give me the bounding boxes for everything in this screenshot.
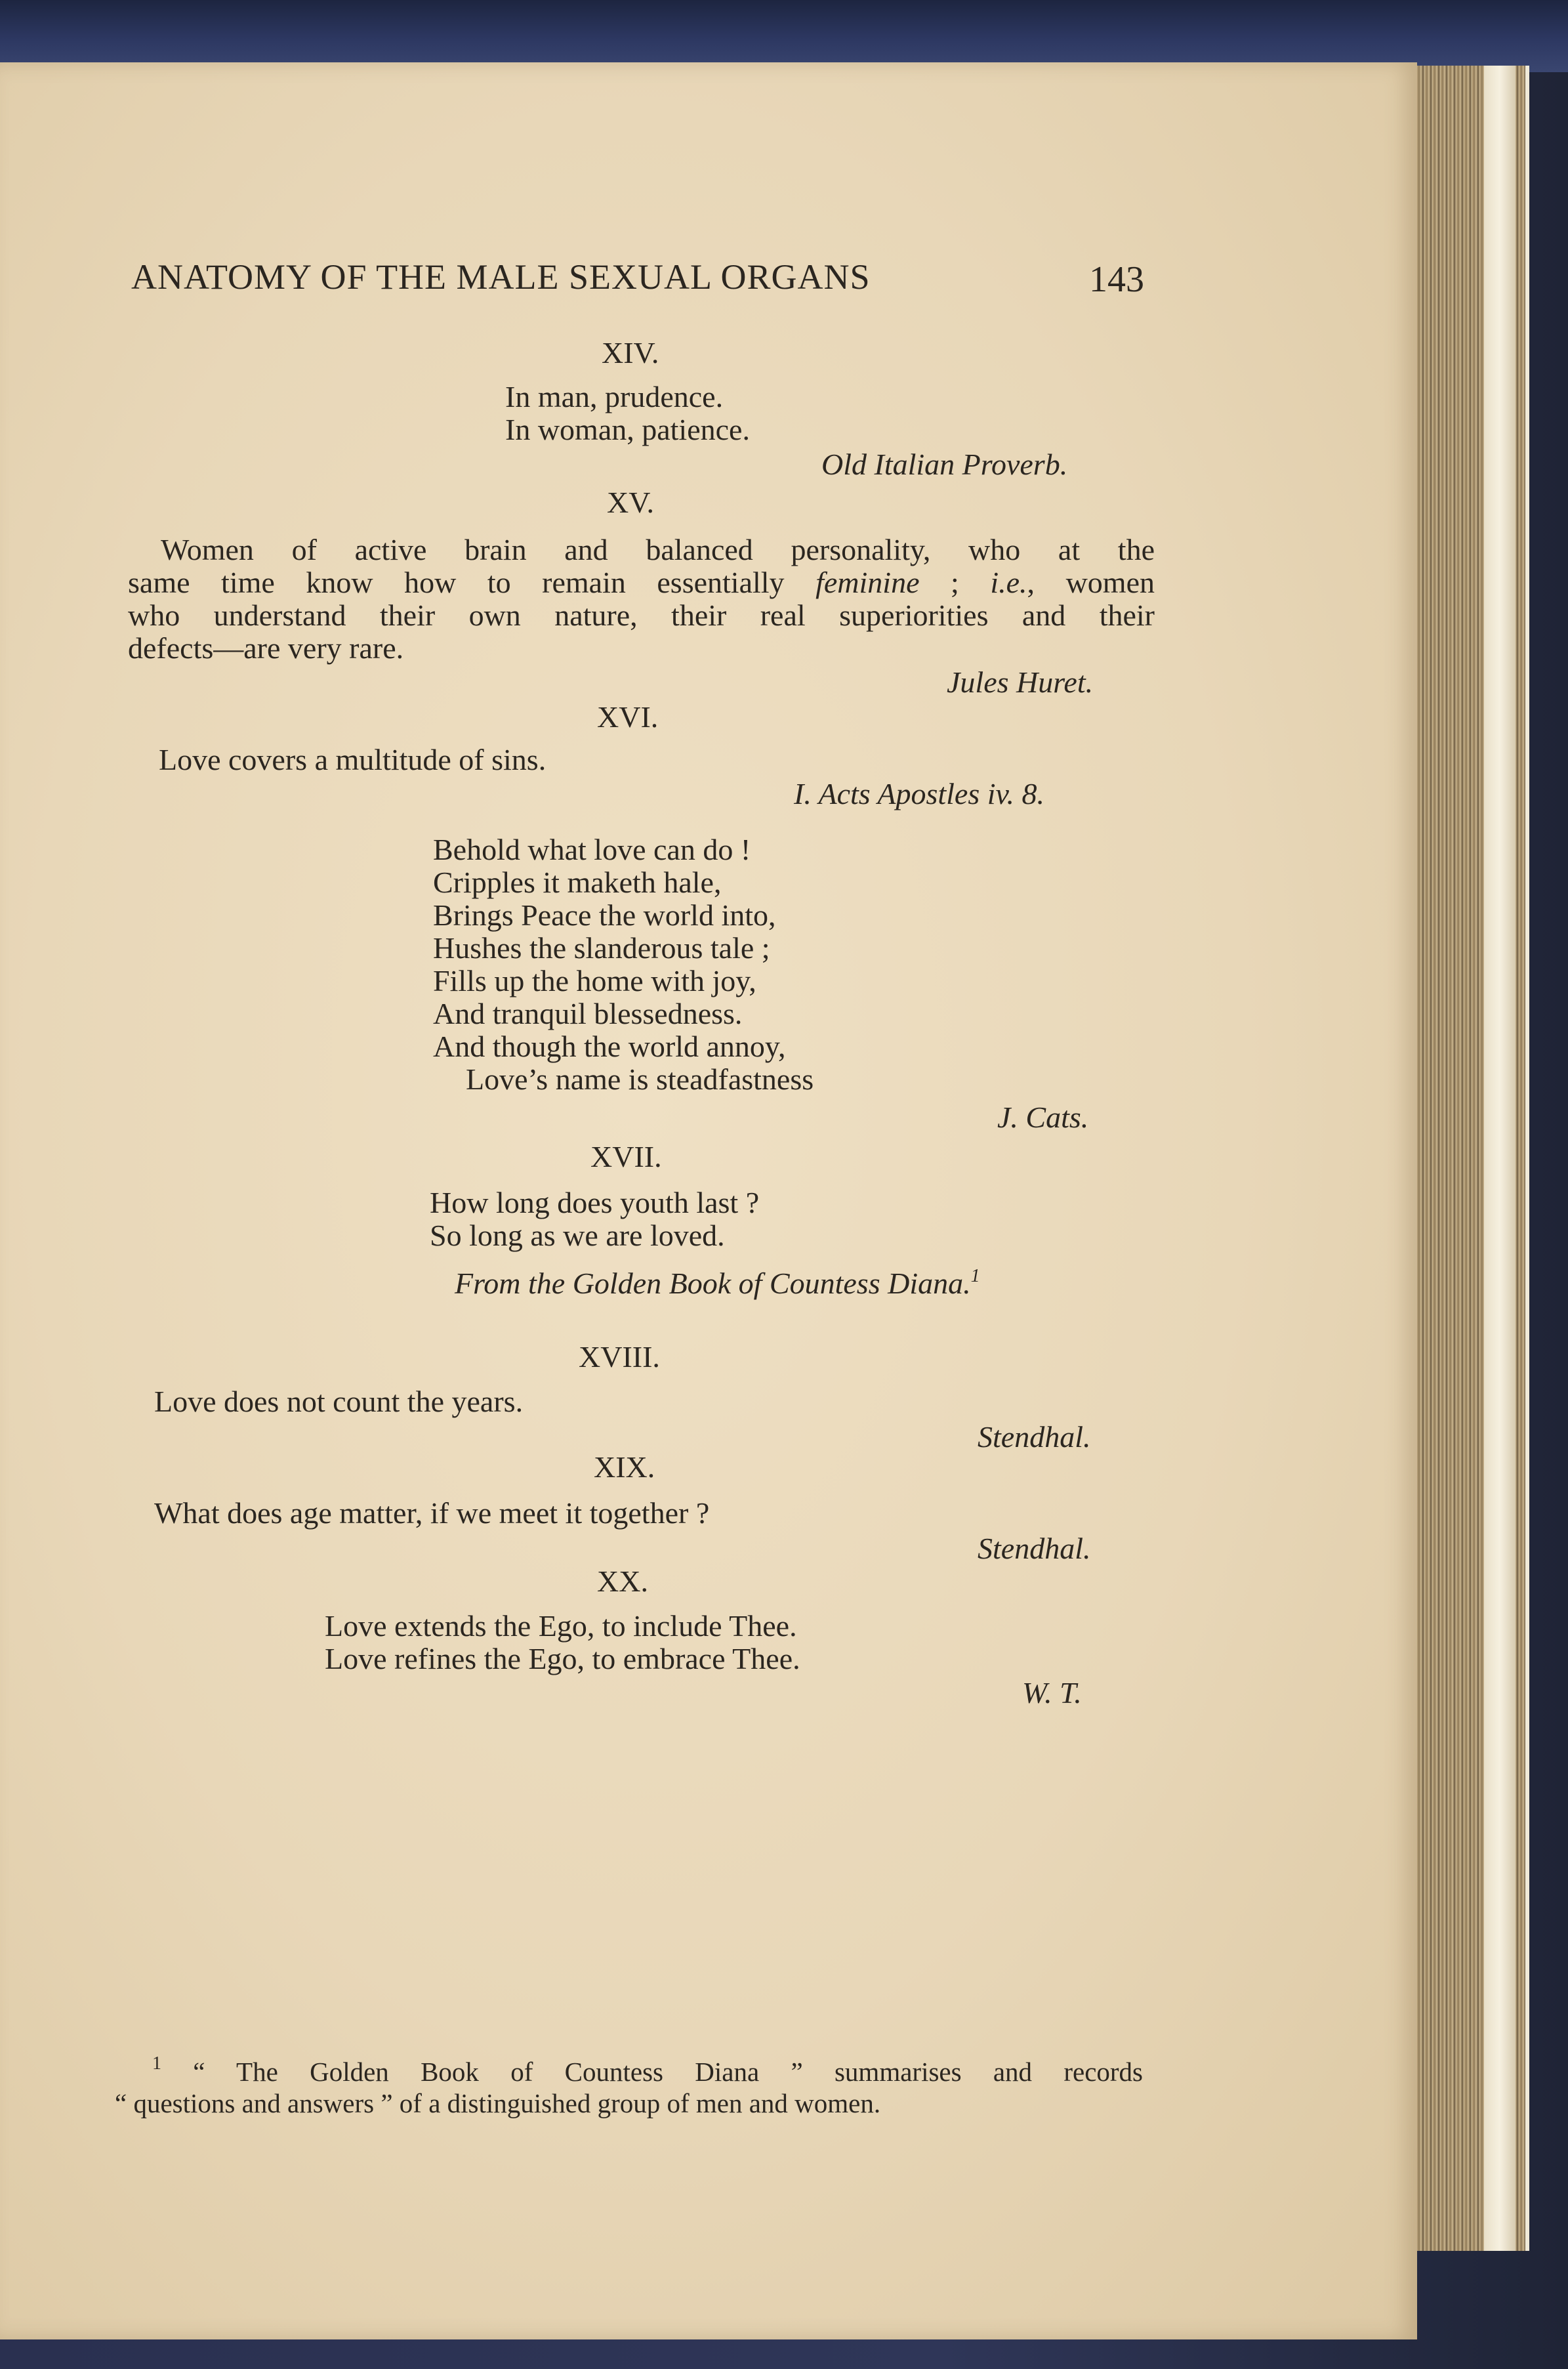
proverb-line-2: In woman, patience. [505, 413, 750, 446]
quote-xix: What does age matter, if we meet it together ? [154, 1496, 710, 1530]
poem-line-6: And tranquil blessedness. [433, 997, 743, 1030]
section-numeral-xix: XIX. [594, 1450, 655, 1484]
quote-xvi: Love covers a multitude of sins. [159, 743, 547, 776]
paragraph-xv-line-1: Women of active brain and balanced personality, who at the [161, 533, 1155, 566]
running-head-title: ANATOMY OF THE MALE SEXUAL ORGANS [131, 257, 871, 297]
book-page [0, 62, 1417, 2339]
paragraph-xv-line-2: same time know how to remain essentially feminine ; i.e., women [128, 566, 1155, 599]
section-numeral-xv: XV. [607, 486, 655, 519]
attribution-xvii: From the Golden Book of Countess Diana.$^1$ [455, 1266, 980, 1300]
footnote-line-1: $^1$ “ The Golden Book of Countess Diana ” summarises and records [152, 2053, 1144, 2087]
poem-line-4: Hushes the slanderous tale ; [433, 931, 770, 965]
attribution-xvi-quote: I. Acts Apostles iv. 8. [794, 777, 1045, 810]
poem-line-2: Cripples it maketh hale, [433, 866, 722, 899]
attribution-xx: W. T. [1022, 1676, 1082, 1709]
section-numeral-xvi: XVI. [597, 700, 659, 734]
poem-line-3: Brings Peace the world into, [433, 898, 776, 932]
footnote-line-2: “ questions and answers ” of a distinguished group of men and women. [115, 2088, 881, 2118]
paragraph-xv-line-4: defects—are very rare. [128, 631, 404, 665]
poem-line-8: Love’s name is steadfastness [466, 1062, 814, 1096]
book-cover-top [0, 0, 1568, 72]
footnote-ref: 1 [970, 1266, 980, 1286]
section-numeral-xvii: XVII. [590, 1140, 662, 1173]
section-numeral-xviii: XVIII. [579, 1340, 660, 1373]
attribution-xviii: Stendhal. [978, 1420, 1091, 1454]
poem-line-7: And though the world annoy, [433, 1030, 786, 1063]
page-edge-highlight [1484, 66, 1516, 2251]
question-line: How long does youth last ? [430, 1186, 760, 1219]
attribution-xv: Jules Huret. [947, 665, 1094, 699]
answer-line: So long as we are loved. [430, 1219, 725, 1252]
poem-line-5: Fills up the home with joy, [433, 964, 756, 997]
proverb-line-1: In man, prudence. [505, 380, 724, 413]
section-numeral-xx: XX. [597, 1564, 648, 1598]
attribution-xiv: Old Italian Proverb. [821, 448, 1068, 481]
attribution-xvi-poem: J. Cats. [997, 1101, 1089, 1134]
quote-xx-line-1: Love extends the Ego, to include Thee. [325, 1609, 797, 1643]
attribution-xix: Stendhal. [978, 1532, 1091, 1565]
quote-xx-line-2: Love refines the Ego, to embrace Thee. [325, 1642, 800, 1675]
paragraph-xv-line-3: who understand their own nature, their real superiorities and their [128, 598, 1155, 632]
poem-line-1: Behold what love can do ! [433, 833, 751, 866]
section-numeral-xiv: XIV. [602, 336, 659, 369]
quote-xviii: Love does not count the years. [154, 1385, 524, 1418]
footnote-marker: 1 [152, 2053, 161, 2074]
page-number: 143 [1089, 259, 1144, 300]
